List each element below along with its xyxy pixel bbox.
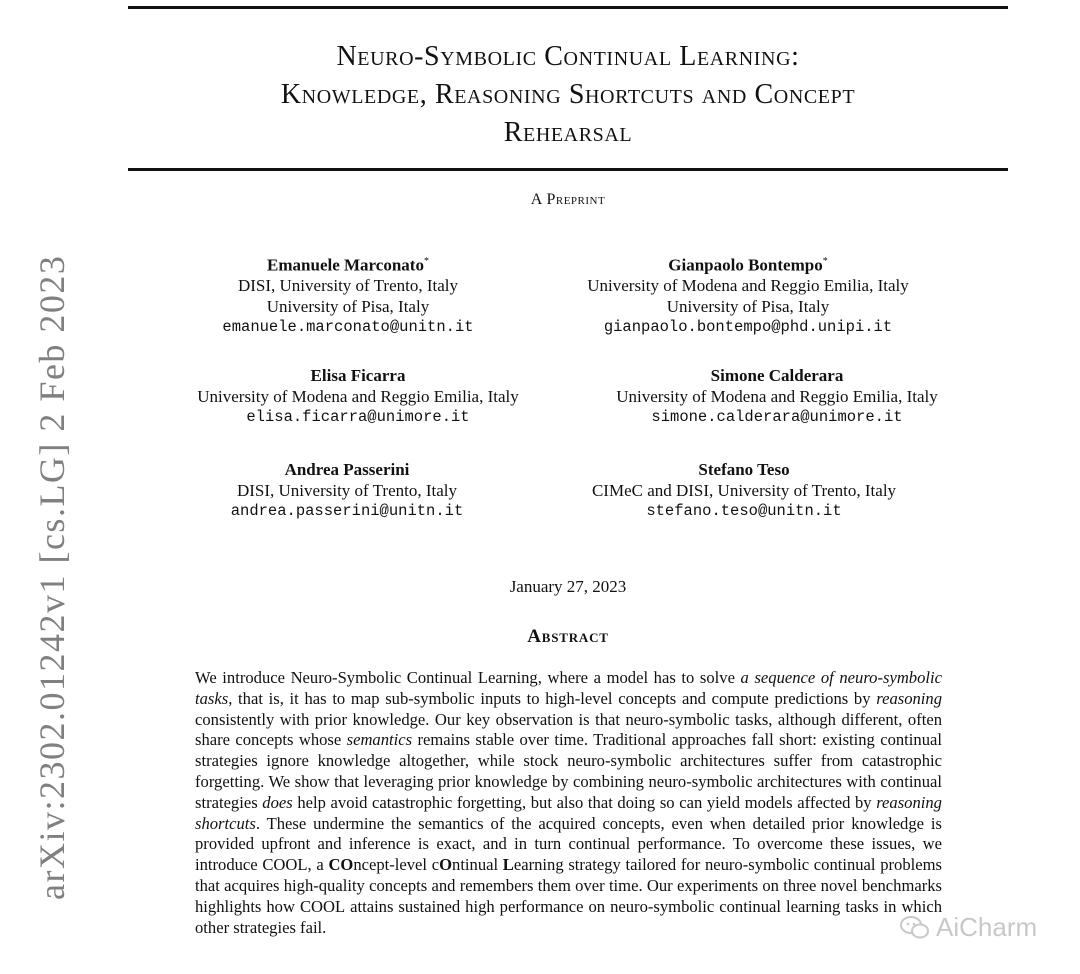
author-email[interactable]: stefano.teso@unitn.it [646,502,842,520]
author-affiliation: DISI, University of Trento, Italy [237,276,459,296]
author-name: Gianpaolo Bontempo* [668,255,828,275]
equal-contribution-mark: * [822,256,828,267]
author-block [557,366,997,428]
author-block [528,252,968,338]
author-email[interactable]: andrea.passerini@unitn.it [230,502,464,520]
author-affiliation: University of Pisa, Italy [266,296,430,316]
title-rule-top [128,6,1008,9]
paper-title [128,38,1008,152]
title-rule-bottom [128,168,1008,171]
author-affiliation: University of Modena and Reggio Emilia, Italy [587,276,909,296]
author-name: Simone Calderara [710,366,844,385]
publication-date: January 27, 2023 [509,577,627,596]
author-name: Elisa Ficarra [310,366,406,385]
abstract-heading: Abstract [527,626,609,647]
author-affiliation: University of Modena and Reggio Emilia, Italy [616,386,938,406]
title-line: Knowledge, Reasoning Shortcuts and Concept [280,79,856,110]
title-line: Rehearsal [503,117,633,148]
arxiv-identifier-stamp: arXiv:2302.01242v1 [cs.LG] 2 Feb 2023 [32,254,72,900]
author-email[interactable]: elisa.ficarra@unimore.it [246,408,470,426]
watermark-text: AiCharm [936,912,1038,942]
equal-contribution-mark: * [423,256,429,267]
watermark [900,912,1037,943]
author-block [524,460,964,522]
abstract-text: We introduce Neuro-Symbolic Continual Learning, where a model has to solve a sequence of neuro-symbolic tasks, that is, it has to map sub-symbolic inputs to high-level concepts and compute predictions by reasoning consistently with prior knowledge. Our key observation is that neuro-symbolic tasks, although different, often share concepts whose semantics remains stable over time. Traditional approaches fall short: existing continual strategies ignore knowledge altogether, while stock neuro-symbolic architectures suffer from catastrophic forgetting. We show that leveraging prior knowledge by combining neuro-symbolic architectures with continual strategies does help avoid catastrophic forgetting, but also that doing so can yield models affected by reasoning shortcuts. These undermine the semantics of the acquired concepts, even when detailed prior knowledge is provided upfront and inference is exact, and in turn continual performance. To overcome these issues, we introduce COOL, a COncept-level cOntinual Learning strategy tailored for neuro-symbolic continual problems that acquires high-quality concepts and remembers them over time. Our experiments on three novel benchmarks highlights how COOL attains sustained high performance on neuro-symbolic continual learning tasks in which other strategies fail. [195,668,942,937]
author-block [138,366,578,428]
author-affiliation: University of Modena and Reggio Emilia, Italy [197,386,519,406]
author-affiliation: DISI, University of Trento, Italy [236,480,458,500]
author-affiliation: University of Pisa, Italy [666,296,830,316]
author-affiliation: CIMeC and DISI, University of Trento, Italy [591,480,897,500]
author-block [127,460,567,522]
author-name: Stefano Teso [698,460,790,479]
method-name: COOL [262,855,308,875]
author-email[interactable]: gianpaolo.bontempo@phd.unipi.it [603,318,893,337]
method-name: COOL [299,896,346,916]
preprint-label: A Preprint [530,191,606,208]
author-email[interactable]: simone.calderara@unimore.it [651,408,903,426]
author-email[interactable]: emanuele.marconato@unitn.it [222,318,474,337]
wechat-icon [900,915,930,941]
author-name: Andrea Passerini [284,460,410,479]
author-name: Emanuele Marconato* [267,255,429,275]
title-line: Neuro-Symbolic Continual Learning: [336,41,800,72]
author-block [128,252,568,338]
